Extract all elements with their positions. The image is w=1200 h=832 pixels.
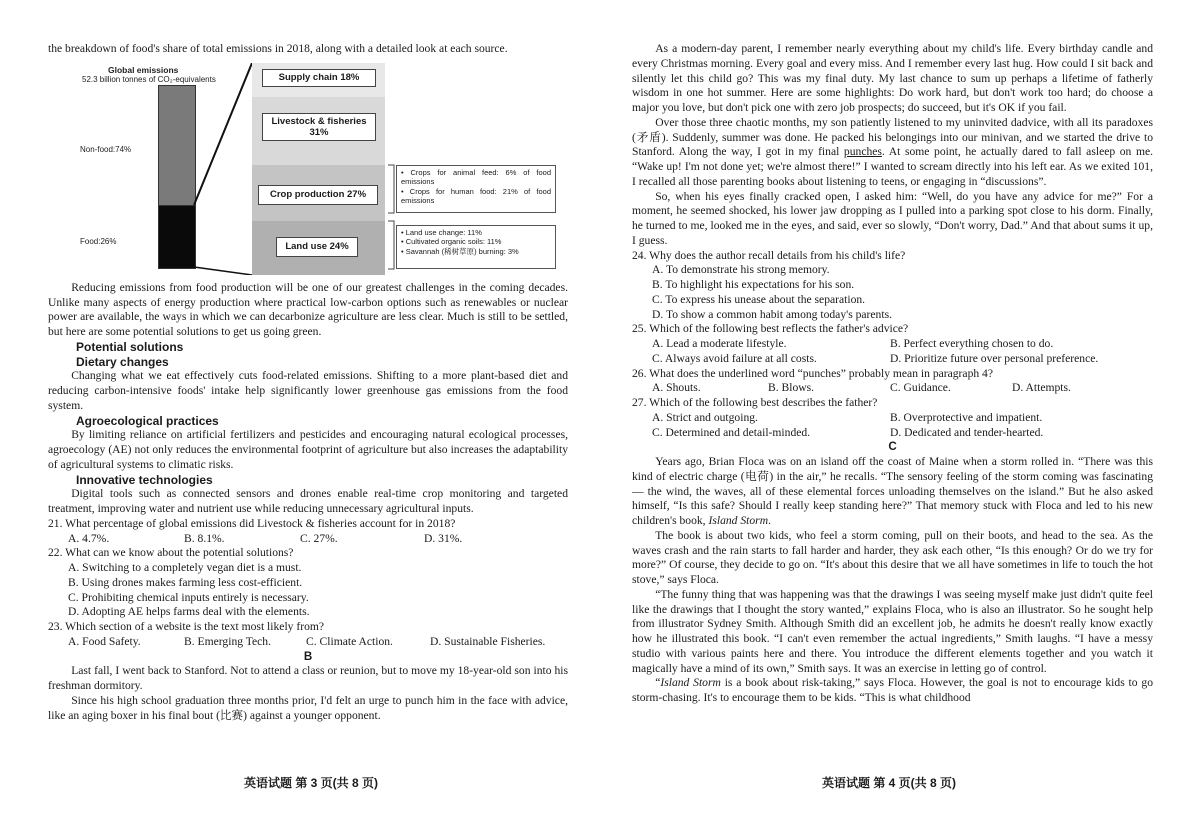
option-23-a: A. Food Safety. (68, 634, 141, 648)
option-25-c: C. Always avoid failure at all costs. (652, 351, 817, 365)
crop-production-box: Crop production 27% (258, 185, 378, 205)
option-25-d: D. Prioritize future over personal preference. (890, 351, 1099, 365)
option-27-d: D. Dedicated and tender-hearted. (890, 425, 1044, 439)
passage-c-paragraph-3: “The funny thing that was happening was that the drawings I was seeing myself make just didn't quite feel like the drawings that I thought the story wanted,” explains Floca, who is also an illustrator. So he sought help from illustrator Sydney Smith. Although Smith did an excellent job, he admits he doesn't really know exactly how he illustrated this book. “I can't even remember the actual ingredients,” Smith laughs. “I have a messy studio with various paints here and there. You introduce the different elements together and you watch it magically have a mind of its own,” Smith says. It was an exercise in letting go of control. (632, 587, 1153, 675)
c1-text-a: Years ago, Brian Floca was on an island off the coast of Maine when a storm rolled in. “There was this kind of electric charge (电荷) in the air,” he recalls. “The sensory feeling of the storm coming was fascinating — the wind, the waves, all of these elemental forces unloading themselves on the island.” But he also asked himself, “Is this safe? Should I really keep standing here?” That memory stuck with Floca and led to his new children's book, (632, 455, 1153, 527)
option-23-c: C. Climate Action. (306, 634, 393, 648)
crop-note-animal: • Crops for animal feed: 6% of food emissions (401, 167, 551, 187)
passage-c-paragraph-1 (632, 455, 1153, 529)
passage-b-paragraph-3: As a modern-day parent, I remember nearly everything about my child's life. Every birthday candle and every Christmas morning. Every goal and every miss. And I remember every last hug. How could I sit back and silently let this child go? This was my final duty. My last chance to sum up perhaps a lifetime of fatherly wisdom in one hot summer. Here are some highlights: Do work hard, but don't work too hard; do choose a major you love, but don't pick one with zero job prospects; do succeed, but it's OK if you fail. (632, 42, 1153, 114)
question-24: 24. Why does the author recall details from his child's life? (632, 248, 906, 262)
option-26-a: A. Shouts. (652, 381, 701, 395)
option-21-d: D. 31%. (424, 531, 463, 545)
p4-text-a: Over those three chaotic months, my son patiently listened to my uninvited dadvice, with all its paradoxes (矛盾). Suddenly, summer was done. He packed his belongings into our minivan, and we started the drive to Stanford. Along the way, I got in my final (632, 115, 1153, 159)
option-22-c: C. Prohibiting chemical inputs entirely is necessary. (68, 590, 309, 604)
question-21: 21. What percentage of global emissions did Livestock & fisheries account for in 2018? (48, 516, 456, 530)
option-25-a: A. Lead a moderate lifestyle. (652, 337, 787, 350)
passage-c-paragraph-2: The book is about two kids, who feel a storm coming, pull on their boots, and head to the sea. As the waves crash and the rain starts to fall harder and harder, they ask each other, “Is this enough? Or do we try for more?” Of course, they decide to go on. “It's about this desire that we all have sometimes in life to touch the hot stove,” says Floca. (632, 528, 1153, 586)
question-23-options (48, 635, 568, 650)
book-title-island-storm: Island Storm (708, 514, 769, 527)
option-22-b: B. Using drones makes farming less cost-efficient. (68, 575, 303, 589)
question-25-row-2 (632, 352, 1153, 367)
option-27-c: C. Determined and detail-minded. (652, 425, 811, 439)
option-26-b: B. Blows. (768, 381, 815, 395)
section-c-heading: C (888, 440, 897, 454)
figure-subtitle: 52.3 billion tonnes of CO₂-equivalents (82, 74, 216, 84)
figure-title: Global emissions (108, 64, 179, 75)
option-24-c: C. To express his unease about the separation. (652, 292, 866, 306)
option-24-d: D. To show a common habit among today's parents. (652, 307, 892, 321)
livestock-label: Livestock & fisheries (271, 115, 367, 127)
crop-note-human: • Crops for human food: 21% of food emissions (401, 186, 551, 206)
option-24-a: A. To demonstrate his strong memory. (652, 263, 830, 277)
food-label: Food:26% (80, 236, 117, 246)
option-24-b: B. To highlight his expectations for his son. (652, 278, 855, 291)
land-note-change: • Land use change: 11% (401, 227, 482, 237)
passage-a-paragraph: Reducing emissions from food production will be one of our greatest challenges in the coming decades. Unlike many aspects of energy production where practical low-carbon options such as renewables or nuclear power are available, the ways in which we can decarbonize agriculture are less clear. Much is still to be settled, but here are some potential solutions to get us going green. (48, 280, 568, 338)
supply-chain-box: Supply chain 18% (262, 69, 376, 87)
livestock-value: 31% (309, 126, 329, 138)
heading-agroecological: Agroecological practices (76, 413, 219, 428)
heading-dietary-changes: Dietary changes (76, 354, 169, 369)
question-25-row-1 (632, 337, 1153, 352)
question-21-options (48, 532, 568, 547)
book-title-island-storm-2: Island Storm (660, 676, 721, 690)
right-page-footer: 英语试题 第 4 页(共 8 页) (822, 776, 957, 790)
question-26: 26. What does the underlined word “punches” probably mean in paragraph 4? (632, 366, 994, 380)
crop-notes-box (396, 165, 556, 213)
land-notes-box (396, 225, 556, 269)
innov-paragraph: Digital tools such as connected sensors and drones enable real-time crop monitoring and targeted treatment, improving water and nutrient use while reducing unnecessary agricultural inputs. (48, 487, 568, 515)
option-27-a: A. Strict and outgoing. (652, 410, 758, 424)
passage-b-paragraph-1: Last fall, I went back to Stanford. Not to attend a class or reunion, but to move my 18-year-old son into his freshman dormitory. (48, 664, 568, 692)
question-25: 25. Which of the following best reflects the father's advice? (632, 322, 909, 336)
passage-b-paragraph-4 (632, 116, 1153, 190)
left-page-footer: 英语试题 第 3 页(共 8 页) (244, 776, 379, 790)
dietary-paragraph: Changing what we eat effectively cuts food-related emissions. Shifting to a more plant-based diet and reducing carbon-intensive foods' intake help significantly lower greenhouse gas emissions from the food system. (48, 369, 568, 412)
question-27-row-2 (632, 426, 1153, 441)
question-27: 27. Which of the following best describes the father? (632, 396, 878, 409)
land-use-box: Land use 24% (276, 237, 358, 257)
option-27-b: B. Overprotective and impatient. (890, 410, 1043, 424)
left-intro-paragraph: the breakdown of food's share of total emissions in 2018, along with a detailed look at each source. (48, 42, 508, 55)
agro-paragraph: By limiting reliance on artificial fertilizers and pesticides and encouraging natural ecological processes, agroecology (AE) not only reduces the environmental footprint of agriculture but also increases the adaptability of agricultural systems to climatic risks. (48, 428, 568, 471)
heading-potential-solutions: Potential solutions (76, 339, 184, 354)
question-27-row-1 (632, 411, 1153, 426)
option-23-b: B. Emerging Tech. (184, 634, 271, 648)
passage-b-paragraph-5: So, when his eyes finally cracked open, I asked him: “Well, do you have any advice for me?” For a moment, he seemed shocked, his lower jaw dropping as I pulled into a parking spot close to his dorm. Finally, he turned to me, looked me in the eyes, and said, ever so slowly, “Don't worry, Dad.” And that about sums it up, I guess. (632, 189, 1153, 247)
section-b-heading: B (303, 649, 313, 663)
nonfood-label: Non-food:74% (80, 144, 132, 154)
right-page-column (632, 42, 1153, 706)
passage-c-paragraph-4: “Island Storm is a book about risk-taking,” says Floca. However, the goal is not to encourage kids to go storm-chasing. It's to encourage them to be kids. “This is what childhood (632, 676, 1153, 704)
option-21-a: A. 4.7%. (68, 531, 110, 545)
question-22: 22. What can we know about the potential solutions? (48, 546, 294, 560)
option-21-c: C. 27%. (300, 531, 338, 545)
food-breakdown-panel (252, 63, 385, 275)
emissions-figure (68, 63, 558, 275)
land-note-savannah: • Savannah (稀树草原) burning: 3% (401, 246, 519, 256)
left-page-column (48, 42, 568, 723)
option-26-c: C. Guidance. (890, 381, 951, 395)
option-26-d: D. Attempts. (1012, 381, 1071, 395)
c4-text: is a book about risk-taking,” says Floca. However, the goal is not to encourage kids to go storm-chasing. It's to encourage them to be kids. “This is what childhood (632, 676, 1153, 704)
passage-b-paragraph-2: Since his high school graduation three months prior, I'd felt an urge to punch him in the face with advice, like an aging boxer in his final bout (比赛) against a younger opponent. (48, 693, 568, 722)
underlined-word-punches: punches (843, 145, 882, 159)
p4-text-b: . At some point, he actually dared to fall asleep on me. “Wake up! I'm not done yet; we're almost there!” I wanted to scream directly into his left ear. As we exited 101, I recalled all those parenting books about listening to teens, or engaging in “discussions”. (632, 145, 1154, 188)
question-23: 23. Which section of a website is the text most likely from? (48, 620, 325, 633)
option-22-a: A. Switching to a completely vegan diet is a must. (68, 561, 302, 574)
land-note-soils: • Cultivated organic soils: 11% (401, 237, 502, 247)
heading-innovative-tech: Innovative technologies (76, 472, 213, 487)
question-26-options (632, 381, 1153, 396)
option-25-b: B. Perfect everything chosen to do. (890, 337, 1054, 350)
c1-text-b: . (768, 514, 771, 527)
option-23-d: D. Sustainable Fisheries. (430, 634, 546, 648)
option-21-b: B. 8.1%. (184, 531, 225, 545)
livestock-box (262, 113, 376, 141)
option-22-d: D. Adopting AE helps farms deal with the elements. (68, 605, 310, 619)
